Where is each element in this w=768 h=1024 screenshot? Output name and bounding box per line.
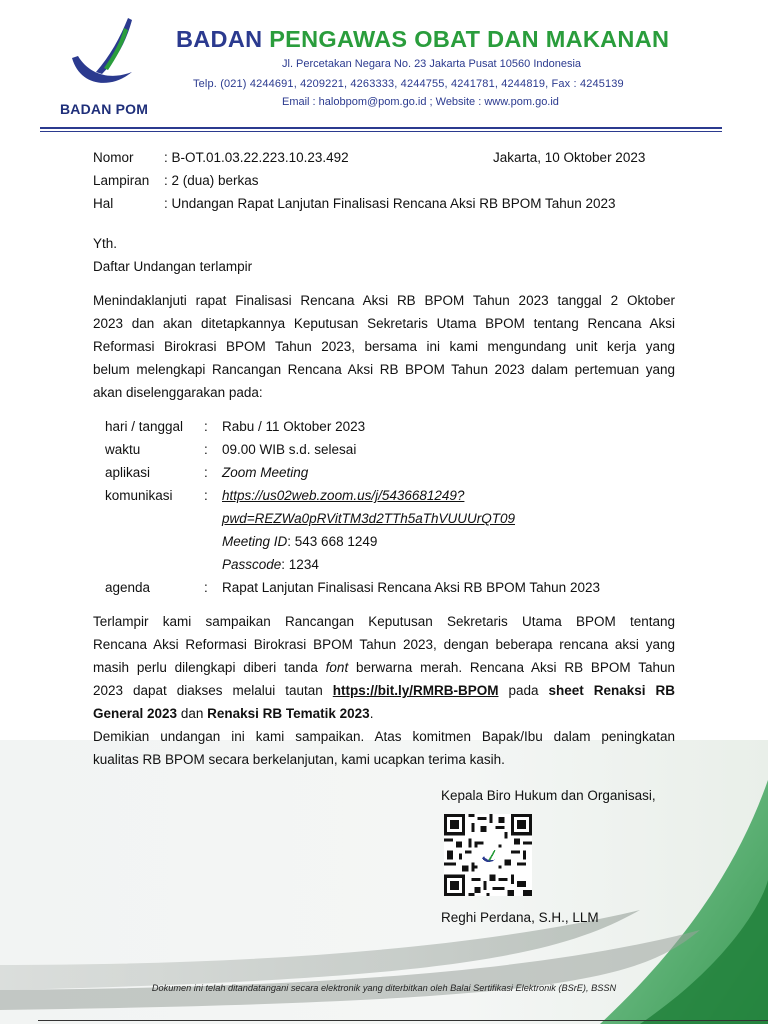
paragraph-line: Terlampir kami sampaikan Rancangan Keputusan Sekretaris Utama BPOM tentang <box>93 614 675 629</box>
agenda-value: Rapat Lanjutan Finalisasi Rencana Aksi RB BPOM Tahun 2023 <box>222 580 600 595</box>
paragraph-line <box>93 679 675 702</box>
text-run: berwarna merah. Rencana Aksi RB BPOM Tahun <box>348 660 675 675</box>
paragraph-closing <box>93 610 675 771</box>
agency-name <box>176 26 669 53</box>
agency-name-part2: PENGAWAS OBAT DAN MAKANAN <box>269 26 670 52</box>
agenda-label: agenda <box>105 580 151 595</box>
paragraph-line <box>93 702 675 725</box>
logo-text: BADAN POM <box>60 101 149 117</box>
meeting-id-label: Meeting ID <box>222 534 288 549</box>
recipient: Daftar Undangan terlampir <box>93 259 253 274</box>
agency-email: Email : halobpom@pom.go.id ; Website : www.pom.go.id <box>282 96 559 108</box>
passcode-value: : 1234 <box>281 557 319 572</box>
paragraph-line: belum melengkapi Rancangan Rencana Aksi RB BPOM Tahun 2023 dalam pertemuan yang <box>93 362 675 377</box>
lampiran-value: : 2 (dua) berkas <box>164 173 259 188</box>
colon: : <box>204 488 208 503</box>
passcode <box>222 557 319 573</box>
paragraph-line: Demikian undangan ini kami sampaikan. Atas komitmen Bapak/Ibu dalam peningkatan <box>93 729 675 744</box>
text-run: 2023 dapat diakses melalui tautan <box>93 683 333 698</box>
paragraph-line: Rencana Aksi Reformasi Birokrasi BPOM Tahun 2023, dengan beberapa rencana aksi yang <box>93 637 675 652</box>
passcode-label: Passcode <box>222 557 282 572</box>
paragraph-line: kualitas RB BPOM secara berkelanjutan, kami ucapkan terima kasih. <box>93 752 505 767</box>
bpom-logo-icon <box>66 16 136 96</box>
paragraph-line <box>93 656 675 679</box>
paragraph-line: akan diselenggarakan pada: <box>93 385 263 400</box>
nomor-value: : B-OT.01.03.22.223.10.23.492 <box>164 150 349 165</box>
agency-phone: Telp. (021) 4244691, 4209221, 4263333, 4244755, 4241781, 4244819, Fax : 4245139 <box>193 78 624 90</box>
signer-title: Kepala Biro Hukum dan Organisasi, <box>441 788 656 803</box>
hal-label: Hal <box>93 196 114 211</box>
header-divider <box>40 127 722 129</box>
signer-name: Reghi Perdana, S.H., LLM <box>441 910 599 925</box>
text-run-italic: font <box>325 660 349 675</box>
text-run-bold: General 2023 <box>93 706 178 721</box>
salutation: Yth. <box>93 236 118 251</box>
bitly-link[interactable]: https://bit.ly/RMRB-BPOM <box>332 683 499 698</box>
paragraph-line: Menindaklanjuti rapat Finalisasi Rencana Aksi RB BPOM Tahun 2023 tanggal 2 Oktober <box>93 293 675 308</box>
text-run-bold: Renaksi RB Tematik 2023 <box>207 706 370 721</box>
colon: : <box>204 465 208 480</box>
text-run: dan <box>177 706 208 721</box>
agency-address: Jl. Percetakan Negara No. 23 Jakarta Pusat 10560 Indonesia <box>282 58 582 70</box>
colon: : <box>204 442 208 457</box>
e-signature-note: Dokumen ini telah ditandatangani secara elektronik yang diterbitkan oleh Balai Sertifikasi Elektronik (BSrE), BSSN <box>151 983 617 993</box>
bottom-border <box>38 1020 768 1021</box>
qr-code-icon <box>444 814 532 896</box>
zoom-link-line2[interactable]: pwd=REZWa0pRVitTM3d2TTh5aThVUUUrQT09 <box>222 511 515 526</box>
meeting-id-value: : 543 668 1249 <box>287 534 378 549</box>
time-label: waktu <box>105 442 141 457</box>
agency-name-part1: BADAN <box>176 26 263 52</box>
text-run: pada <box>498 683 549 698</box>
zoom-link-line1[interactable]: https://us02web.zoom.us/j/5436681249? <box>222 488 465 503</box>
text-run: masih perlu dilengkapi diberi tanda <box>93 660 326 675</box>
paragraph-line: Reformasi Birokrasi BPOM Tahun 2023, bersama ini kami mengundang unit kerja yang <box>93 339 675 354</box>
header-divider-thin <box>40 131 722 132</box>
text-run-bold: sheet Renaksi RB <box>548 683 675 698</box>
meeting-id <box>222 534 377 550</box>
paragraph-intro <box>93 289 675 404</box>
text-run: . <box>369 706 374 721</box>
letter-date: Jakarta, 10 Oktober 2023 <box>493 150 646 165</box>
decorative-swoosh <box>0 740 768 1024</box>
colon: : <box>204 580 208 595</box>
comm-label: komunikasi <box>105 488 173 503</box>
day-label: hari / tanggal <box>105 419 184 434</box>
hal-value: : Undangan Rapat Lanjutan Finalisasi Rencana Aksi RB BPOM Tahun 2023 <box>164 196 616 211</box>
day-value: Rabu / 11 Oktober 2023 <box>222 419 366 434</box>
time-value: 09.00 WIB s.d. selesai <box>222 442 357 457</box>
colon: : <box>204 419 208 434</box>
app-label: aplikasi <box>105 465 151 480</box>
nomor-label: Nomor <box>93 150 134 165</box>
lampiran-label: Lampiran <box>93 173 150 188</box>
paragraph-line: 2023 dan akan ditetapkannya Keputusan Sekretaris Utama BPOM tentang Rencana Aksi <box>93 316 675 331</box>
app-value: Zoom Meeting <box>222 465 309 480</box>
